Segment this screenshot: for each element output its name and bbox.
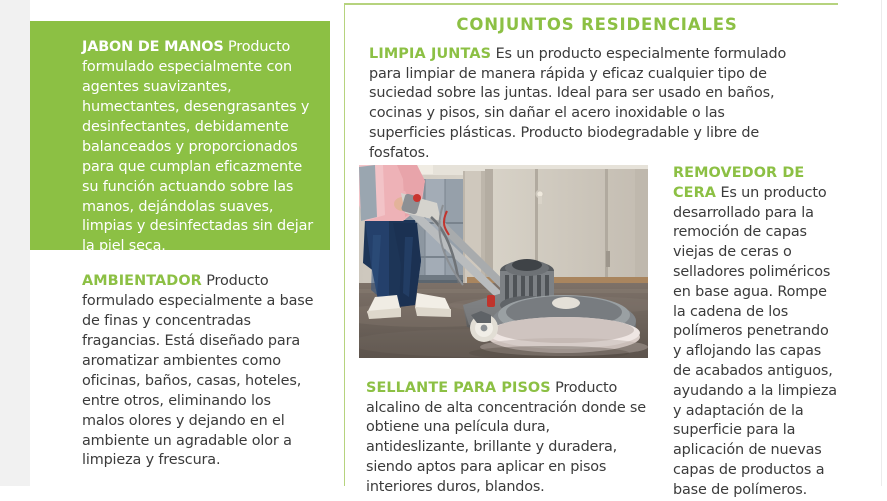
- jabon-de-manos-panel: [30, 21, 330, 255]
- sellante-para-pisos-body: Producto alcalino de alta concentración donde se obtiene una película dura, antideslizante, brillante y duradera, siendo aptos para aplicar en pisos interiores duros, blandos.: [366, 380, 646, 495]
- ambientador-body: Producto formulado especialmente a base de finas y concentradas fragancias. Está diseñado para aromatizar ambientes como oficinas, baños, casas, hoteles, entre otros, eliminando los malos olores y dejando en el ambiente un agradable olor a limpieza y frescura.: [82, 273, 314, 469]
- left-column: [30, 0, 330, 486]
- limpia-juntas-heading: LIMPIA JUNTAS: [369, 46, 492, 62]
- removedor-de-cera-text: [673, 164, 839, 501]
- left-page-margin: [0, 0, 30, 486]
- jabon-de-manos-text: [82, 38, 315, 257]
- right-column: [345, 0, 887, 498]
- ambientador-text: [82, 272, 317, 471]
- jabon-de-manos-heading: JABON DE MANOS: [82, 39, 224, 55]
- limpia-juntas-body: Es un producto especialmente formulado para limpiar de manera rápida y eficaz cualquier tipo de suciedad sobre las juntas. Ideal para ser usado en baños, cocinas y pisos, sin dañar el acero inoxidable o las superficies plásticas. Producto biodegradable y libre de fosfatos.: [369, 46, 787, 161]
- floor-polisher-illustration: [359, 165, 648, 358]
- removedor-de-cera-body: Es un producto desarrollado para la remoción de capas viejas de ceras o selladores poliméricos en base agua. Rompe la cadena de los polímeros penetrando y aflojando las capas de acabados antiguos, ayudando a la limpieza y adaptación de la superficie para la aplicación de nuevas capas de productos a base de polímeros.: [673, 184, 837, 498]
- removedor-de-cera-heading: REMOVEDOR DE CERA: [673, 165, 805, 201]
- jabon-de-manos-body: Producto formulado especialmente con agentes suavizantes, humectantes, desengrasantes y desinfectantes, debidamente balanceados y proporcionados para que cumplan eficazmente su función actuando sobre las manos, dejándolas suaves, limpias y desinfectadas sin dejar la piel seca.: [82, 39, 314, 255]
- limpia-juntas-text: [369, 45, 793, 163]
- ambientador-heading: AMBIENTADOR: [82, 273, 202, 289]
- floor-polisher-photo: [359, 165, 648, 358]
- sellante-para-pisos-text: [366, 379, 656, 497]
- sellante-para-pisos-heading: SELLANTE PARA PISOS: [366, 380, 551, 396]
- section-title: CONJUNTOS RESIDENCIALES: [456, 15, 738, 34]
